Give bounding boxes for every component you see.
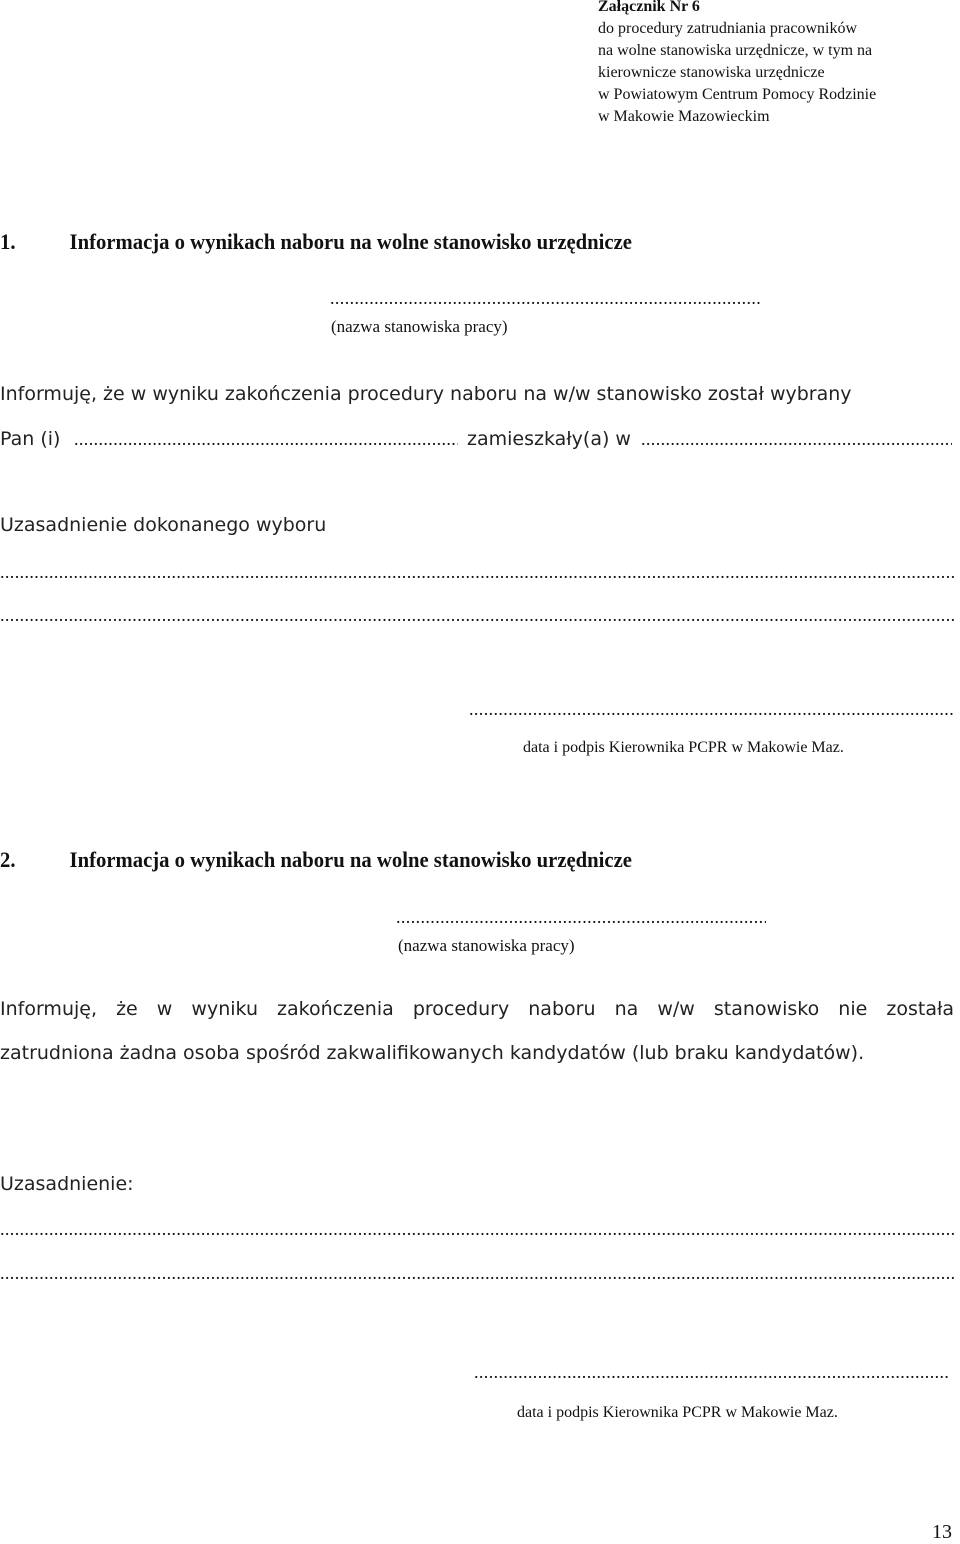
justification-field-1a[interactable] (0, 562, 954, 583)
justification-field-2b[interactable] (0, 1263, 954, 1284)
annex-line-4: w Powiatowym Centrum Pomocy Rodzinie (598, 86, 877, 103)
position-name-field-2[interactable] (396, 907, 766, 928)
section-1-resident-label: zamieszkały(a) w (467, 428, 631, 450)
page-number: 13 (932, 1521, 952, 1543)
section-2-justification-label: Uzasadnienie: (0, 1173, 134, 1195)
section-1-info-line: Informuję, że w wyniku zakończenia procedury naboru na w/w stanowisko został wybrany (0, 383, 852, 405)
section-1-justification-label: Uzasadnienie dokonanego wyboru (0, 514, 327, 536)
annex-line-1: do procedury zatrudniania pracowników (598, 20, 858, 37)
annex-title: Załącznik Nr 6 (598, 0, 700, 15)
candidate-address-field[interactable] (641, 429, 952, 450)
section-1-title: Informacja o wynikach naboru na wolne stanowisko urzędnicze (69, 229, 632, 254)
signature-field-2[interactable] (474, 1362, 948, 1383)
position-caption-1: (nazwa stanowiska pracy) (331, 317, 508, 336)
section-1-number: 1. (0, 229, 16, 254)
candidate-name-field[interactable] (74, 429, 458, 450)
section-1-heading (0, 229, 632, 255)
section-1-pan-label: Pan (i) (0, 428, 61, 450)
section-2-number: 2. (0, 847, 16, 872)
annex-line-3: kierownicze stanowiska urzędnicze (598, 64, 825, 81)
section-2-title: Informacja o wynikach naboru na wolne stanowisko urzędnicze (69, 847, 632, 872)
annex-line-2: na wolne stanowiska urzędnicze, w tym na (598, 42, 873, 59)
annex-line-5: w Makowie Mazowieckim (598, 108, 770, 125)
justification-field-1b[interactable] (0, 605, 954, 626)
section-2-info-line-1: Informuję, że w wyniku zakończenia procedury naboru na w/w stanowisko nie została (0, 998, 954, 1020)
justification-field-2a[interactable] (0, 1219, 954, 1240)
signature-caption-1: data i podpis Kierownika PCPR w Makowie Maz. (523, 739, 844, 756)
signature-caption-2: data i podpis Kierownika PCPR w Makowie Maz. (517, 1404, 838, 1421)
signature-field-1[interactable] (469, 699, 954, 720)
section-2-heading (0, 847, 632, 873)
position-name-field-1[interactable] (330, 288, 762, 309)
position-caption-2: (nazwa stanowiska pracy) (398, 936, 575, 955)
section-2-info-line-2: zatrudniona żadna osoba spośród zakwalifikowanych kandydatów (lub braku kandydatów). (0, 1042, 865, 1064)
